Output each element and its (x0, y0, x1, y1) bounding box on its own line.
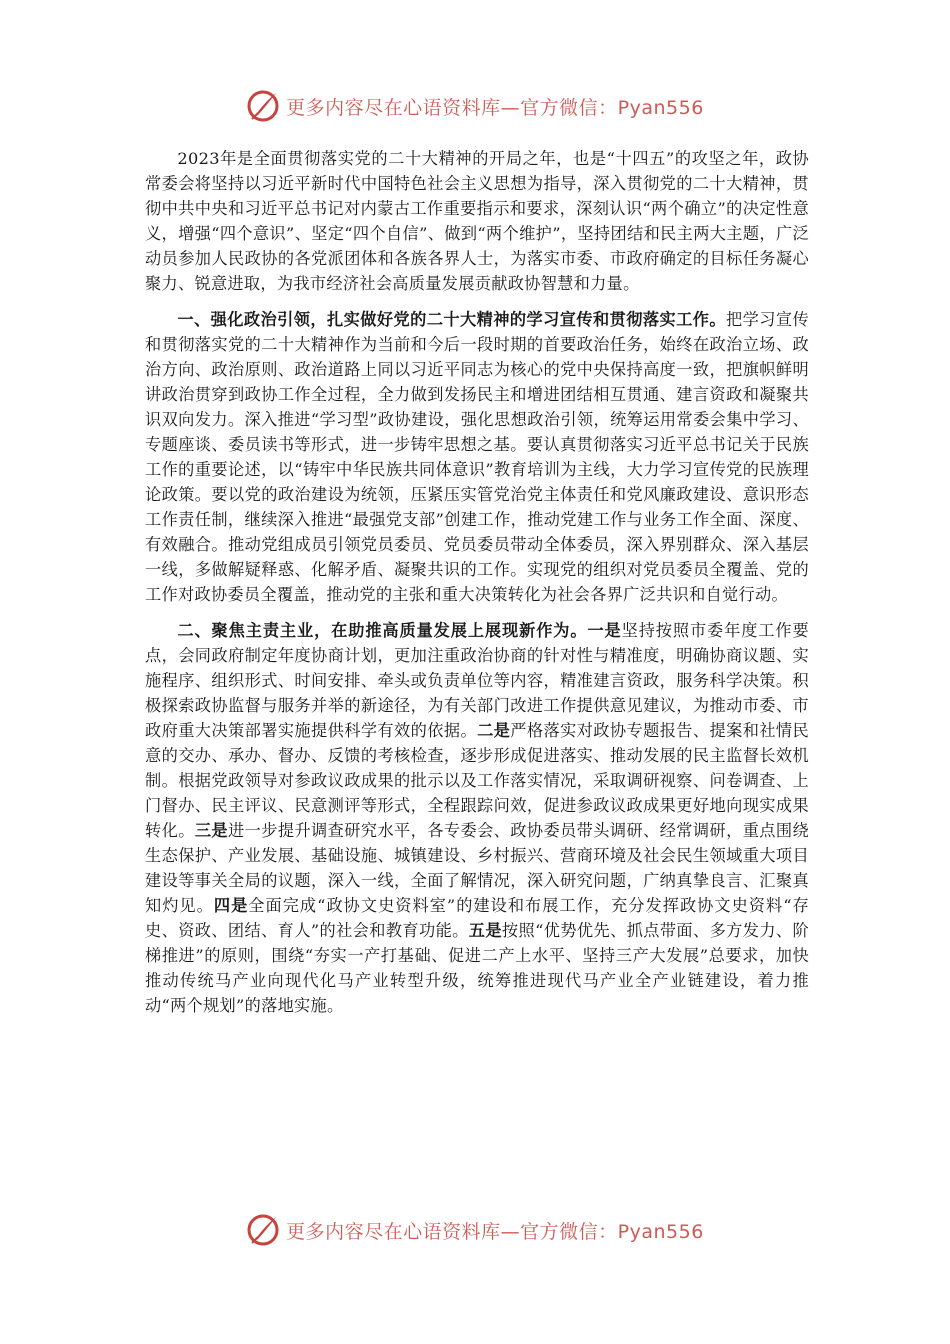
footer-banner (0, 1210, 950, 1250)
section-two-heading: 二、聚焦主责主业，在助推高质量发展上展现新作为。 (177, 621, 588, 640)
quill-pen-logo-icon (246, 89, 280, 123)
point-five-label: 五是 (468, 921, 502, 940)
point-one-text: 坚持按照市委年度工作要点，会同政府制定年度协商计划，更加注重政治协商的针对性与精准度，明确协商议题、实施程序、组织形式、时间安排、牵头或负责单位等内容，精准建言资政，服务科学决策。积极探索政协监督与服务并举的新途径，为有关部门改进工作提供意见建议，为推动市委、市政府重大决策部署实施提供科学有效的依据。 (145, 621, 809, 740)
point-three-label: 三是 (194, 821, 229, 840)
point-five-text: 按照“优势优先、抓点带面、多方发力、阶梯推进”的原则，围绕“夯实一产打基础、促进二产上水平、坚持三产大发展”总要求，加快推动传统马产业向现代化马产业转型升级，统筹推进现代马产业全产业链建设，着力推动“两个规划”的落地实施。 (145, 921, 809, 1015)
quill-pen-logo-icon (246, 1213, 280, 1247)
point-three-text: 进一步提升调查研究水平，各专委会、政协委员带头调研、经常调研，重点围绕生态保护、产业发展、基础设施、城镇建设、乡村振兴、营商环境及社会民生领域重大项目建设等事关全局的议题，深入一线，全面了解情况，深入研究问题，广纳真挚良言、汇聚真知灼见。 (145, 821, 810, 915)
section-one-heading: 一、强化政治引领，扎实做好党的二十大精神的学习宣传和贯彻落实工作。 (177, 310, 727, 329)
footer-banner-text: 更多内容尽在心语资料库—官方微信：Pyan556 (286, 1220, 704, 1243)
intro-paragraph: 2023年是全面贯彻落实党的二十大精神的开局之年，也是“十四五”的攻坚之年，政协常委会将坚持以习近平新时代中国特色社会主义思想为指导，深入贯彻党的二十大精神，贯彻中共中央和习近平总书记对内蒙古工作重要指示和要求，深刻认识“两个确立”的决定性意义，增强“四个意识”、坚定“四个自信”、做到“两个维护”，坚持团结和民主两大主题，广泛动员参加人民政协的各党派团体和各族各界人士，为落实市委、市政府确定的目标任务凝心聚力、锐意进取，为我市经济社会高质量发展贡献政协智慧和力量。 (145, 149, 809, 293)
header-banner (0, 86, 950, 126)
point-two-text: 严格落实对政协专题报告、提案和社情民意的交办、承办、督办、反馈的考核检查，逐步形成促进落实、推动发展的民主监督长效机制。根据党政领导对参政议政成果的批示以及工作落实情况，采取调研视察、问卷调查、上门督办、民主评议、民意测评等形式，全程跟踪问效，促进参政议政成果更好地向现实成果转化。 (145, 721, 810, 840)
document-body (145, 146, 809, 1029)
section-one-paragraph (145, 307, 809, 607)
header-banner-text: 更多内容尽在心语资料库—官方微信：Pyan556 (286, 96, 704, 119)
point-four-text: 全面完成“政协文史资料室”的建设和布展工作，充分发挥政协文史资料“存史、资政、团结、育人”的社会和教育功能。 (145, 896, 810, 940)
point-two-label: 二是 (477, 721, 511, 740)
section-two-paragraph (145, 618, 809, 1018)
point-one-label: 一是 (587, 621, 622, 640)
section-one-body: 把学习宣传和贯彻落实党的二十大精神作为当前和今后一段时期的首要政治任务，始终在政治立场、政治方向、政治原则、政治道路上同以习近平同志为核心的党中央保持高度一致，把旗帜鲜明讲政治贯穿到政协工作全过程，全力做到发扬民主和增进团结相互贯通、建言资政和凝聚共识双向发力。深入推进“学习型”政协建设，强化思想政治引领，统筹运用常委会集中学习、专题座谈、委员读书等形式，进一步铸牢思想之基。要认真贯彻落实习近平总书记关于民族工作的重要论述，以“铸牢中华民族共同体意识”教育培训为主线，大力学习宣传党的民族理论政策。要以党的政治建设为统领，压紧压实管党治党主体责任和党风廉政建设、意识形态工作责任制，继续深入推进“最强党支部”创建工作，推动党建工作与业务工作全面、深度、有效融合。推动党组成员引领党员委员、党员委员带动全体委员，深入界别群众、深入基层一线，多做解疑释惑、化解矛盾、凝聚共识的工作。实现党的组织对党员委员全覆盖、党的工作对政协委员全覆盖，推动党的主张和重大决策转化为社会各界广泛共识和自觉行动。 (145, 310, 810, 604)
point-four-label: 四是 (213, 896, 249, 915)
